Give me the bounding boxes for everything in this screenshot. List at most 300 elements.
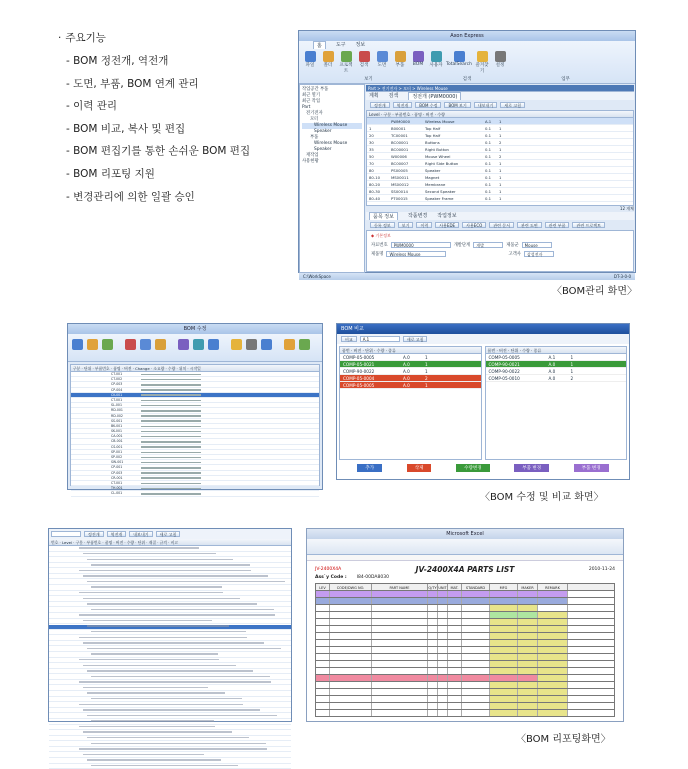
- legend-chip: 삭제: [407, 464, 432, 472]
- compare-row[interactable]: [486, 354, 627, 361]
- sheet-row: [315, 647, 615, 654]
- tree-item[interactable]: 모터: [310, 117, 319, 122]
- part-code: RD-002: [111, 413, 123, 418]
- sheet-row: [315, 675, 615, 682]
- table-row[interactable]: [49, 637, 291, 641]
- toolbar-icon[interactable]: [284, 339, 295, 350]
- tree-item[interactable]: 작업공간 부품: [302, 87, 329, 92]
- table-cell: PWM0000: [391, 119, 410, 124]
- part-code: CP-004: [111, 387, 123, 392]
- tree-item[interactable]: 최근 작업: [302, 99, 320, 104]
- table-cell: 1: [499, 196, 502, 201]
- compare-row[interactable]: [486, 375, 627, 382]
- part-code: SP-001: [111, 449, 123, 454]
- window-title: BOM 수정: [68, 324, 322, 334]
- status-bar: [299, 273, 635, 280]
- table-cell: COMP-90-0021: [488, 362, 520, 367]
- table-cell: 1: [499, 189, 502, 194]
- compare-row[interactable]: [486, 361, 627, 368]
- bom-report-excel-screenshot: Microsoft Excel JV-2400X4A JV-2400X4A PARTS LIST 2010-11-24 Ass`y Code : I84-00DA8030 LEV CODE/DWG NO. PART NAME Q/TY UNIT MAT. STANDARD MFG MAKER REMARK: [306, 528, 624, 722]
- table-cell: 1: [499, 175, 502, 180]
- table-cell: COMP-05-0021: [343, 362, 375, 367]
- sheet-row: [315, 696, 615, 703]
- table-row[interactable]: [367, 139, 633, 146]
- window-title: Axon Express: [299, 31, 635, 41]
- table-row[interactable]: [367, 118, 633, 125]
- column-header: LEV: [316, 584, 330, 590]
- table-cell: 2: [570, 376, 574, 381]
- toolbar-icon[interactable]: [178, 339, 189, 350]
- detail-toolbar-button[interactable]: 등록 정보: [370, 222, 395, 228]
- table-row[interactable]: [367, 195, 633, 202]
- table-cell: A.0: [403, 376, 410, 381]
- ribbon-icon: [377, 51, 388, 62]
- feature-item: - 이력 관리: [66, 99, 298, 122]
- table-cell: 0.1: [485, 133, 492, 138]
- toolbar-button[interactable]: 역전개: [393, 102, 413, 108]
- table-cell: SS00014: [391, 189, 408, 194]
- field-label: 고객사: [508, 251, 521, 257]
- assy-code-label: Ass`y Code :: [315, 575, 347, 580]
- table-row[interactable]: [49, 553, 291, 557]
- detail-form: ◆ 기본정보 자료번호 PWM0000 개발단계 개발 제품군 Mouse 제품명 Wireless Mouse 고객사 삼성전자: [366, 230, 634, 272]
- ribbon-group-label: 검색: [462, 77, 472, 82]
- ribbon-group-label: 업무: [561, 77, 570, 82]
- caption-bom-edit-compare: 〈BOM 수정 및 비교 화면〉: [480, 492, 604, 503]
- toolbar-icon[interactable]: [140, 339, 151, 350]
- table-row[interactable]: [49, 564, 291, 568]
- table-cell: 1: [499, 168, 502, 173]
- legend-chip: 수량변경: [456, 464, 489, 472]
- table-cell: 0.1: [485, 147, 492, 152]
- part-code: RD-001: [111, 408, 123, 413]
- toolbar-icon[interactable]: [72, 339, 83, 350]
- table-row[interactable]: [71, 491, 319, 496]
- table-cell: 1: [570, 355, 574, 360]
- part-code: CT-002: [111, 377, 123, 382]
- table-row[interactable]: [367, 160, 633, 167]
- table-row[interactable]: [367, 153, 633, 160]
- sheet-row: [315, 661, 615, 668]
- table-cell: Right Side Button: [425, 161, 459, 166]
- table-cell: 80-30: [369, 189, 381, 194]
- legend-chip: 추가: [357, 464, 382, 472]
- table-row[interactable]: [49, 743, 291, 747]
- table-row[interactable]: [49, 765, 291, 769]
- table-cell: A.0: [403, 355, 410, 360]
- part-code: CT-001: [111, 480, 123, 485]
- toolbar-button[interactable]: 새로 고침: [500, 102, 525, 108]
- table-cell: A.0: [403, 383, 410, 388]
- part-code: CP-001: [111, 465, 123, 470]
- table-row[interactable]: [49, 586, 291, 590]
- detail-toolbar-button[interactable]: 이력: [416, 222, 432, 228]
- breadcrumb: Part > 전기전자 > 모터 > Wireless Mouse: [366, 85, 634, 92]
- part-code: CR-001: [111, 475, 123, 480]
- table-row[interactable]: [49, 726, 291, 730]
- table-row[interactable]: [49, 559, 291, 563]
- ribbon-button[interactable]: [339, 51, 353, 74]
- part-code: CT-001: [111, 372, 123, 376]
- table-cell: 1: [499, 126, 502, 131]
- grid-header: Level · 구분 · 부품번호 · 품명 · 버전 · 수량: [367, 111, 633, 118]
- column-header: MFG: [490, 584, 518, 590]
- table-row[interactable]: [367, 125, 633, 132]
- table-cell: 1: [425, 355, 428, 360]
- sub-tab[interactable]: 계획: [369, 93, 379, 99]
- table-row[interactable]: [49, 598, 291, 602]
- table-row[interactable]: [49, 731, 291, 735]
- part-code: CK-001: [111, 392, 123, 397]
- table-row[interactable]: [49, 748, 291, 752]
- ribbon-button[interactable]: [493, 51, 507, 74]
- sheet-row: [315, 654, 615, 661]
- table-cell: A.0: [548, 362, 556, 367]
- table-row[interactable]: [49, 547, 291, 551]
- ribbon-button[interactable]: [447, 51, 471, 74]
- table-cell: 1: [570, 362, 574, 367]
- bom-grid[interactable]: [366, 110, 634, 206]
- table-cell: COMP-90-0022: [343, 369, 375, 374]
- ribbon-button[interactable]: [411, 51, 425, 74]
- table-cell: MS00011: [391, 175, 409, 180]
- ribbon-icon: [359, 51, 370, 62]
- table-cell: 1: [499, 147, 502, 152]
- column-header: STANDARD: [462, 584, 490, 590]
- table-row[interactable]: [367, 146, 633, 153]
- compare-left-grid[interactable]: 품번 · 버전 · 단위 · 수량 · 종류 COMP-05-0005 A.0 1 COMP-05-0021 A.0 1 COMP-90-0022 A.0 1 COMP-05-0004 A.0 2 COMP-05-0005 A.0 1: [339, 346, 482, 460]
- ribbon-button-label: 도면: [377, 63, 387, 68]
- table-cell: 50: [369, 154, 374, 159]
- table-cell: 30: [369, 140, 374, 145]
- table-row[interactable]: [49, 754, 291, 758]
- ribbon-button[interactable]: [321, 51, 335, 74]
- table-cell: COMP-05-0010: [488, 376, 520, 381]
- column-header: CODE/DWG NO.: [330, 584, 372, 590]
- tree-item[interactable]: Speaker: [314, 147, 332, 152]
- toolbar-icon[interactable]: [246, 339, 257, 350]
- table-row[interactable]: [49, 720, 291, 724]
- compare-row[interactable]: [340, 368, 481, 375]
- table-cell: PT00015: [391, 196, 408, 201]
- table-cell: 1: [425, 383, 428, 388]
- feature-list: [58, 30, 298, 212]
- table-row[interactable]: [49, 681, 291, 685]
- ribbon-button[interactable]: [429, 51, 443, 74]
- toolbar-icon[interactable]: [208, 339, 219, 350]
- table-cell: A.0: [548, 369, 556, 374]
- field-value[interactable]: Mouse: [522, 242, 552, 248]
- table-cell: 1: [499, 161, 502, 166]
- toolbar-icon[interactable]: [125, 339, 136, 350]
- detail-tab[interactable]: 작품변경: [407, 213, 428, 219]
- table-cell: BC00007: [391, 161, 409, 166]
- part-code: SP-002: [111, 455, 123, 459]
- table-cell: 0.1: [485, 175, 492, 180]
- version-select[interactable]: A.1: [360, 336, 400, 342]
- feature-heading: · 주요기능: [58, 30, 298, 45]
- part-code: SK-001: [111, 429, 123, 434]
- table-cell: 1: [425, 369, 428, 374]
- caption-bom-manage: 〈BOM관리 화면〉: [552, 286, 638, 297]
- compare-row[interactable]: [340, 354, 481, 361]
- toolbar-button[interactable]: BOM 보기: [444, 102, 470, 108]
- ribbon-button-label: 파일: [305, 63, 315, 68]
- ribbon-icon: [477, 51, 488, 62]
- table-cell: MS00012: [391, 182, 409, 187]
- table-cell: Speaker Frame: [425, 196, 454, 201]
- table-cell: BC00001: [391, 147, 409, 152]
- table-cell: 20: [369, 133, 374, 138]
- toolbar-icon[interactable]: [231, 339, 242, 350]
- table-row[interactable]: [49, 704, 291, 708]
- feature-item: - 도면, 부품, BOM 연계 관리: [66, 77, 298, 100]
- table-cell: A.0: [548, 376, 556, 381]
- ribbon-button-label: 검색: [359, 63, 369, 68]
- tree-item[interactable]: 전기전자: [306, 111, 323, 116]
- table-cell: 1: [425, 362, 428, 367]
- part-code: SW-001: [111, 460, 124, 465]
- toolbar-icon[interactable]: [261, 339, 272, 350]
- tree-item[interactable]: 부품: [310, 135, 319, 140]
- sheet-row: [315, 591, 615, 598]
- sheet-row: [315, 626, 615, 633]
- tree-item[interactable]: Part: [302, 105, 311, 110]
- table-row[interactable]: [49, 692, 291, 696]
- table-cell: 0.1: [485, 196, 492, 201]
- table-cell: 80-40: [369, 196, 381, 201]
- table-row[interactable]: [49, 659, 291, 663]
- table-row[interactable]: [49, 687, 291, 691]
- table-cell: COMP-05-0005: [343, 383, 375, 388]
- table-cell: 0.1: [485, 140, 492, 145]
- model-code: JV-2400X4A: [315, 566, 342, 572]
- part-code: CT-001: [111, 397, 123, 402]
- ribbon-tab[interactable]: 홈: [313, 41, 326, 49]
- field-value[interactable]: Wireless Mouse: [386, 251, 446, 257]
- detail-tab[interactable]: 품목 정보: [369, 212, 398, 220]
- tree-item[interactable]: Wireless Mouse: [302, 123, 362, 129]
- part-code: SS-001: [111, 418, 123, 423]
- compare-row[interactable]: [340, 361, 481, 368]
- ribbon-tab[interactable]: 도구: [335, 42, 346, 48]
- toolbar-icon[interactable]: [299, 339, 310, 350]
- detail-toolbar-button[interactable]: 사용ECO: [462, 222, 486, 228]
- part-code: CL-001: [111, 491, 123, 496]
- table-row[interactable]: [49, 642, 291, 646]
- column-header: Q/TY: [428, 586, 437, 590]
- table-row[interactable]: [49, 631, 291, 635]
- ribbon-button-label: 즐겨찾기: [475, 63, 489, 74]
- toolbar-icon[interactable]: [87, 339, 98, 350]
- table-cell: Mouse Wheel: [425, 154, 451, 159]
- table-row[interactable]: [49, 581, 291, 585]
- toolbar-icon[interactable]: [193, 339, 204, 350]
- table-row[interactable]: [49, 665, 291, 669]
- field-value[interactable]: PWM0000: [391, 242, 451, 248]
- ribbon-button[interactable]: [393, 51, 407, 74]
- feature-item: - BOM 비교, 복사 및 편집: [66, 122, 298, 145]
- ribbon-button-label: BOM: [412, 62, 424, 67]
- table-cell: [367, 118, 389, 124]
- table-row[interactable]: [367, 167, 633, 174]
- sheet-row: [315, 605, 615, 612]
- part-code: CP-003: [111, 470, 123, 475]
- sheet-row: [315, 598, 615, 605]
- detail-toolbar-button[interactable]: 관련 부품: [545, 222, 570, 228]
- table-cell: COMP-05-0005: [343, 355, 375, 360]
- table-row[interactable]: [367, 132, 633, 139]
- ribbon-tab[interactable]: 정보: [355, 42, 366, 48]
- ribbon: [299, 41, 635, 84]
- part-code: TH-001: [111, 486, 123, 491]
- legend-chip: 부품 변경: [574, 464, 609, 472]
- column-header: REMARK: [538, 584, 568, 590]
- compare-button[interactable]: 비교: [341, 336, 357, 342]
- table-cell: Magnet: [425, 175, 440, 180]
- feature-item: - 변경관리에 의한 일괄 승인: [66, 190, 298, 213]
- legend-chip: 부품 변경: [514, 464, 549, 472]
- detail-toolbar-button[interactable]: 보기: [398, 222, 414, 228]
- table-cell: Top Half: [425, 126, 441, 131]
- sheet-row: [315, 612, 615, 619]
- sheet-row: [315, 619, 615, 626]
- table-cell: B00001: [391, 126, 406, 131]
- toolbar-button[interactable]: 정전개: [370, 102, 390, 108]
- table-row[interactable]: [367, 174, 633, 181]
- feature-item: - BOM 편집기를 통한 손쉬운 BOM 편집: [66, 144, 298, 167]
- detail-tab[interactable]: 작업정보: [437, 213, 457, 219]
- table-row[interactable]: [49, 614, 291, 618]
- form-row: [371, 240, 629, 249]
- part-code: CB-001: [111, 439, 123, 444]
- table-cell: A.0: [403, 369, 410, 374]
- sheet-row: [315, 689, 615, 696]
- caption-bom-report: 〈BOM 리포팅화면〉: [516, 734, 611, 745]
- refresh-button[interactable]: 새로 고침: [403, 336, 428, 342]
- tree-item[interactable]: 사용현황: [302, 159, 319, 164]
- table-row[interactable]: [367, 188, 633, 195]
- table-row[interactable]: [49, 759, 291, 763]
- table-row[interactable]: [49, 653, 291, 657]
- table-cell: Buttons: [425, 140, 440, 145]
- table-row[interactable]: [49, 737, 291, 741]
- ribbon-icon: [305, 51, 316, 62]
- table-row[interactable]: [49, 625, 291, 629]
- sheet-row: [315, 668, 615, 675]
- table-cell: A.1: [548, 355, 556, 360]
- detail-toolbar-button[interactable]: 관련 프로젝트: [572, 222, 604, 228]
- table-row[interactable]: [49, 592, 291, 596]
- table-row[interactable]: [367, 181, 633, 188]
- table-cell: 80-20: [369, 182, 381, 187]
- tree-item[interactable]: 재작업: [306, 153, 319, 158]
- bom-manage-screenshot: [298, 30, 636, 279]
- table-row[interactable]: [49, 676, 291, 680]
- sub-tab[interactable]: 검색: [388, 93, 399, 99]
- table-row[interactable]: [49, 715, 291, 719]
- part-code: CP-003: [111, 382, 123, 387]
- toolbar-icon[interactable]: [155, 339, 166, 350]
- table-row[interactable]: [49, 670, 291, 674]
- table-row[interactable]: [49, 698, 291, 702]
- sub-tab[interactable]: 정전개 (PWM0000): [408, 92, 461, 100]
- table-row[interactable]: [49, 620, 291, 624]
- feature-item: - BOM 리포팅 지원: [66, 167, 298, 190]
- table-row[interactable]: [49, 603, 291, 607]
- compare-row[interactable]: [486, 368, 627, 375]
- table-cell: 0.1: [485, 168, 492, 173]
- table-row[interactable]: [49, 648, 291, 652]
- ribbon-icon: [395, 51, 406, 62]
- table-cell: Right Button: [425, 147, 449, 152]
- toolbar-icon[interactable]: [102, 339, 113, 350]
- ribbon-button[interactable]: [303, 51, 317, 74]
- compare-right-grid[interactable]: 품번 · 버전 · 단위 · 수량 · 종류 COMP-05-0005 A.1 1 COMP-90-0021 A.0 1 COMP-90-0022 A.0 1 COMP-05-0010 A.0 2: [485, 346, 628, 460]
- table-row[interactable]: [49, 570, 291, 574]
- table-row[interactable]: [49, 609, 291, 613]
- field-label: 제품군: [506, 242, 519, 248]
- table-cell: Speaker: [425, 168, 441, 173]
- ribbon-button-label: 사용자: [429, 63, 443, 68]
- table-row[interactable]: [49, 709, 291, 713]
- toolbar-button[interactable]: 내보내기: [474, 102, 497, 108]
- table-cell: 0.1: [485, 154, 492, 159]
- status-path: C:\WorkSpace: [303, 274, 331, 279]
- ribbon-icon: [431, 51, 442, 62]
- field-label: 개발단계: [453, 242, 471, 248]
- navigation-tree[interactable]: [299, 84, 365, 273]
- table-cell: COMP-05-0005: [488, 355, 520, 360]
- tree-item[interactable]: Speaker: [314, 129, 332, 134]
- sheet-row: [315, 710, 615, 717]
- tree-item[interactable]: 최근 열기: [302, 93, 320, 98]
- toolbar-button[interactable]: BOM 수정: [415, 102, 441, 108]
- ribbon-button[interactable]: [357, 51, 371, 74]
- detail-toolbar-button[interactable]: 관련 도면: [517, 222, 542, 228]
- ribbon-icon: [454, 51, 465, 62]
- parts-list-title: JV-2400X4A PARTS LIST: [415, 564, 515, 574]
- field-label: 자료번호: [371, 242, 388, 248]
- table-cell: PS00005: [391, 168, 408, 173]
- compare-row[interactable]: [340, 375, 481, 382]
- table-cell: 70: [369, 161, 374, 166]
- ribbon-button[interactable]: [375, 51, 389, 74]
- table-cell: 2: [425, 376, 428, 381]
- table-cell: 2: [499, 154, 502, 159]
- table-cell: A.0: [403, 362, 410, 367]
- table-cell: 0.1: [485, 126, 492, 131]
- detail-toolbar-button[interactable]: 관련 문서: [489, 222, 514, 228]
- table-row[interactable]: [49, 575, 291, 579]
- compare-row[interactable]: [340, 382, 481, 389]
- ribbon-button[interactable]: [475, 51, 489, 74]
- bom-edit-grid[interactable]: 구분 · 단위 · 부품번호 · 품명 · 버전 · Change · 소요량 · 수량 · 위치 · 시작일 CT-001 CT-002 CP-003 CP-004 CK-001 CT-001 SL-001 RD-001 RD-002 SS-001 BK-001 SK-001 CA-001 CB-001 CS-001 SP-001 SP-002 SW-001 CP-001 CP-003 CR-001 CT-001 TH-001 CL-001: [70, 364, 320, 486]
- detail-toolbar-button[interactable]: 사용EDE: [435, 222, 459, 228]
- sheet-row: [315, 633, 615, 640]
- table-cell: 80: [369, 168, 374, 173]
- table-cell: 0.1: [485, 182, 492, 187]
- tree-item[interactable]: Wireless Mouse: [314, 141, 348, 146]
- field-value[interactable]: 삼성전자: [524, 251, 554, 257]
- column-header: MAKER: [518, 584, 538, 590]
- column-header: PART NAME: [372, 584, 428, 590]
- feature-item: - BOM 정전개, 역전개: [66, 54, 298, 77]
- table-cell: 0.1: [485, 189, 492, 194]
- table-cell: A.1: [485, 119, 492, 124]
- part-code: SL-001: [111, 403, 122, 408]
- field-value[interactable]: 개발: [473, 242, 503, 248]
